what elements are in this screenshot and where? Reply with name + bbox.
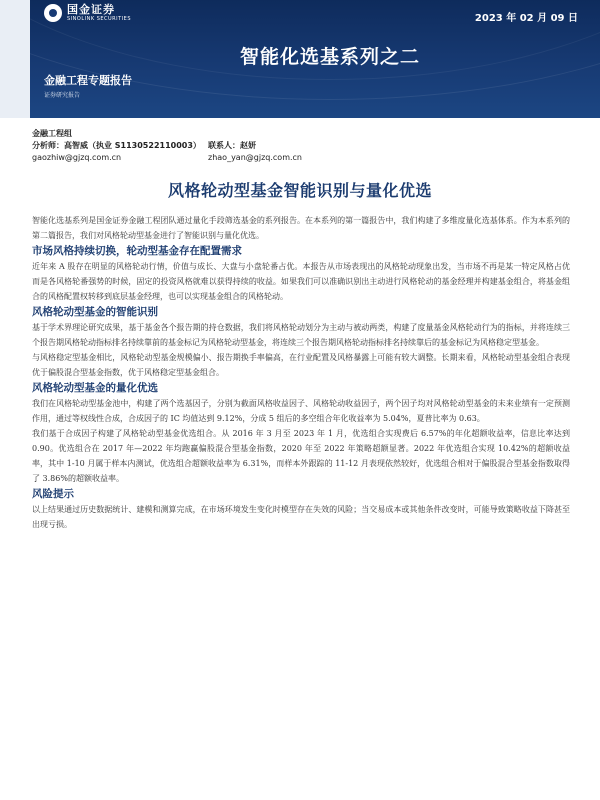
report-date: 2023 年 02 月 09 日 [474,13,578,24]
analyst-name: 高智威（执业 S1130522110003） [64,141,201,150]
company-logo [44,4,131,22]
report-header [0,0,600,118]
author-info [32,128,572,164]
intro-paragraph: 智能化选基系列是国金证券金融工程团队通过量化手段筛选基金的系列报告。在本系列的第一篇报告中，我们构建了多维度量化选基体系。作为本系列的第二篇报告，我们对风格轮动型基金进行了智能识别与量化优选。 [32,216,570,240]
contact-email: zhao_yan@gjzq.com.cn [208,153,302,162]
body-paragraph: 近年来 A 股存在明显的风格轮动行情，价值与成长、大盘与小盘轮番占优。本报告从市场表现出的风格轮动现象出发，当市场不再是某一特定风格占优而是各风格轮番强势的时候，固定的投资风格就难以获得持续的收益。如果我们可以准确识别出主动进行风格轮动的基金经理并构建基金组合，将基金组合的风格配置权转移到底层基金经理，也可以实现基金组合的风格轮动。 [32,262,570,301]
body-paragraph: 我们基于合成因子构建了风格轮动型基金优选组合。从 2016 年 3 月至 2023 年 1 月，优选组合实现费后 6.57%的年化超额收益率，信息比率达到 0.90。优选组合在 2017 年—2022 年均跑赢偏股混合型基金指数，2020 年至 2022 年策略超额显著。2022 年优选组合实现 10.42%的超额收益率，其中 1-10 月属于样本内测试，优选组合超额收益率为 6.31%，而样本外跟踪的 11-12 月表现依然较好，优选组合相对于偏股混合型基金指数取得了 3.86%的超额收益率。 [32,429,570,483]
department: 金融工程组 [32,129,72,138]
analyst-label: 分析师： [32,141,64,150]
report-type: 金融工程专题报告 [44,74,132,87]
header-left-strip [0,0,30,118]
report-body [32,213,570,532]
section-heading: 市场风格持续切换，轮动型基金存在配置需求 [32,245,242,257]
contact-label: 联系人： [208,141,240,150]
section-heading: 风格轮动型基金的量化优选 [32,382,158,394]
body-paragraph: 与风格稳定型基金相比，风格轮动型基金规模偏小、报告期换手率偏高，在行业配置及风格暴露上可能有较大调整。长期来看，风格轮动型基金组合表现优于偏股混合型基金指数，优于风格稳定型基金组合。 [32,353,570,377]
contact-name: 赵妍 [240,141,256,150]
body-paragraph: 我们在风格轮动型基金池中，构建了两个选基因子，分别为截面风格收益因子、风格轮动收益因子，两个因子均对风格轮动型基金的未来业绩有一定预测作用，通过等权线性合成，合成因子的 IC 均值达到 9.12%，分成 5 组后的多空组合年化收益率为 5.04%，夏普比率为 0.63。 [32,399,570,423]
body-paragraph: 基于学术界理论研究成果，基于基金各个报告期的持仓数据，我们将风格轮动划分为主动与被动两类，构建了度量基金风格轮动行为的指标，并将连续三个报告期风格轮动指标排名持续靠前的基金标记为风格轮动型基金，将连续三个报告期风格轮动指标排名持续靠后的基金标记为风格稳定型基金。 [32,323,570,347]
logo-name-cn: 国金证券 [67,3,115,16]
logo-icon [44,4,62,22]
section-heading: 风险提示 [32,488,74,500]
report-subtype: 证券研究报告 [44,92,81,99]
analyst-email: gaozhiw@gjzq.com.cn [32,153,122,162]
logo-name-en: SINOLINK SECURITIES [67,16,131,22]
section-heading: 风格轮动型基金的智能识别 [32,306,158,318]
report-title: 风格轮动型基金智能识别与量化优选 [167,181,432,200]
series-title: 智能化选基系列之二 [240,46,421,68]
risk-paragraph: 以上结果通过历史数据统计、建模和测算完成，在市场环境发生变化时模型存在失效的风险；当交易成本或其他条件改变时，可能导致策略收益下降甚至出现亏损。 [32,505,570,529]
